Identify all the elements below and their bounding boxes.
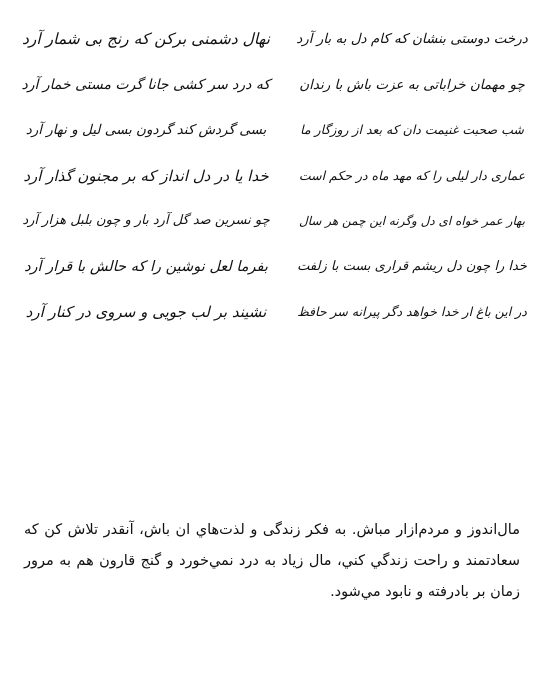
poem-couplet	[0, 246, 544, 292]
hemistich-first: خدا را چون دل ریشم قراری بست با زلفت	[297, 258, 527, 274]
poem-couplet	[0, 155, 544, 201]
hemistich-second: نهال دشمنی برکن که رنج بی شمار آرد	[22, 30, 270, 48]
hemistich-first: بهار عمر خواه ای دل وگرنه این چمن هر سال	[299, 214, 525, 228]
hemistich-first: شب صحبت غنیمت دان که بعد از روزگار ما	[300, 122, 524, 137]
hemistich-first: درخت دوستی بنشان که کام دل به بار آرد	[296, 31, 528, 47]
prose-paragraph: مال‌اندوز و مردم‌ازار مباش. به فکر زندگی و لذت‌هاي ان باش، آنقدر تلاش کن که سعادتمند و راحت زندگي کني، مال زیاد به درد نمي‌خورد و گنج قارون هم به مرور زمان بر بادرفته و نابود مي‌شود.	[24, 521, 520, 600]
poem-couplet	[0, 291, 544, 337]
hemistich-first: عماری دار لیلی را که مهد ماه در حکم است	[298, 167, 526, 183]
poem	[0, 18, 544, 337]
poem-couplet	[0, 200, 544, 246]
poem-couplet	[0, 18, 544, 64]
hemistich-second: بفرما لعل نوشین را که حالش با قرار آرد	[24, 258, 268, 275]
hemistich-second: چو نسرین صد گل آرد بار و چون بلبل هزار آرد	[22, 213, 270, 228]
poem-couplet	[0, 109, 544, 155]
hemistich-second: نشیند بر لب جویی و سروی در کنار آرد	[25, 303, 267, 321]
hemistich-second: خدا یا در دل انداز که بر مجنون گذار آرد	[23, 166, 269, 185]
hemistich-second: بسی گردش کند گردون بسی لیل و نهار آرد	[25, 122, 267, 138]
poem-couplet	[0, 64, 544, 110]
hemistich-first: چو مهمان خراباتی به عزت باش با رندان	[299, 76, 525, 93]
hemistich-first: در این باغ ار خدا خواهد دگر پیرانه سر حافظ	[297, 304, 527, 319]
hemistich-second: که درد سر کشی جانا گرت مستی خمار آرد	[21, 76, 270, 93]
